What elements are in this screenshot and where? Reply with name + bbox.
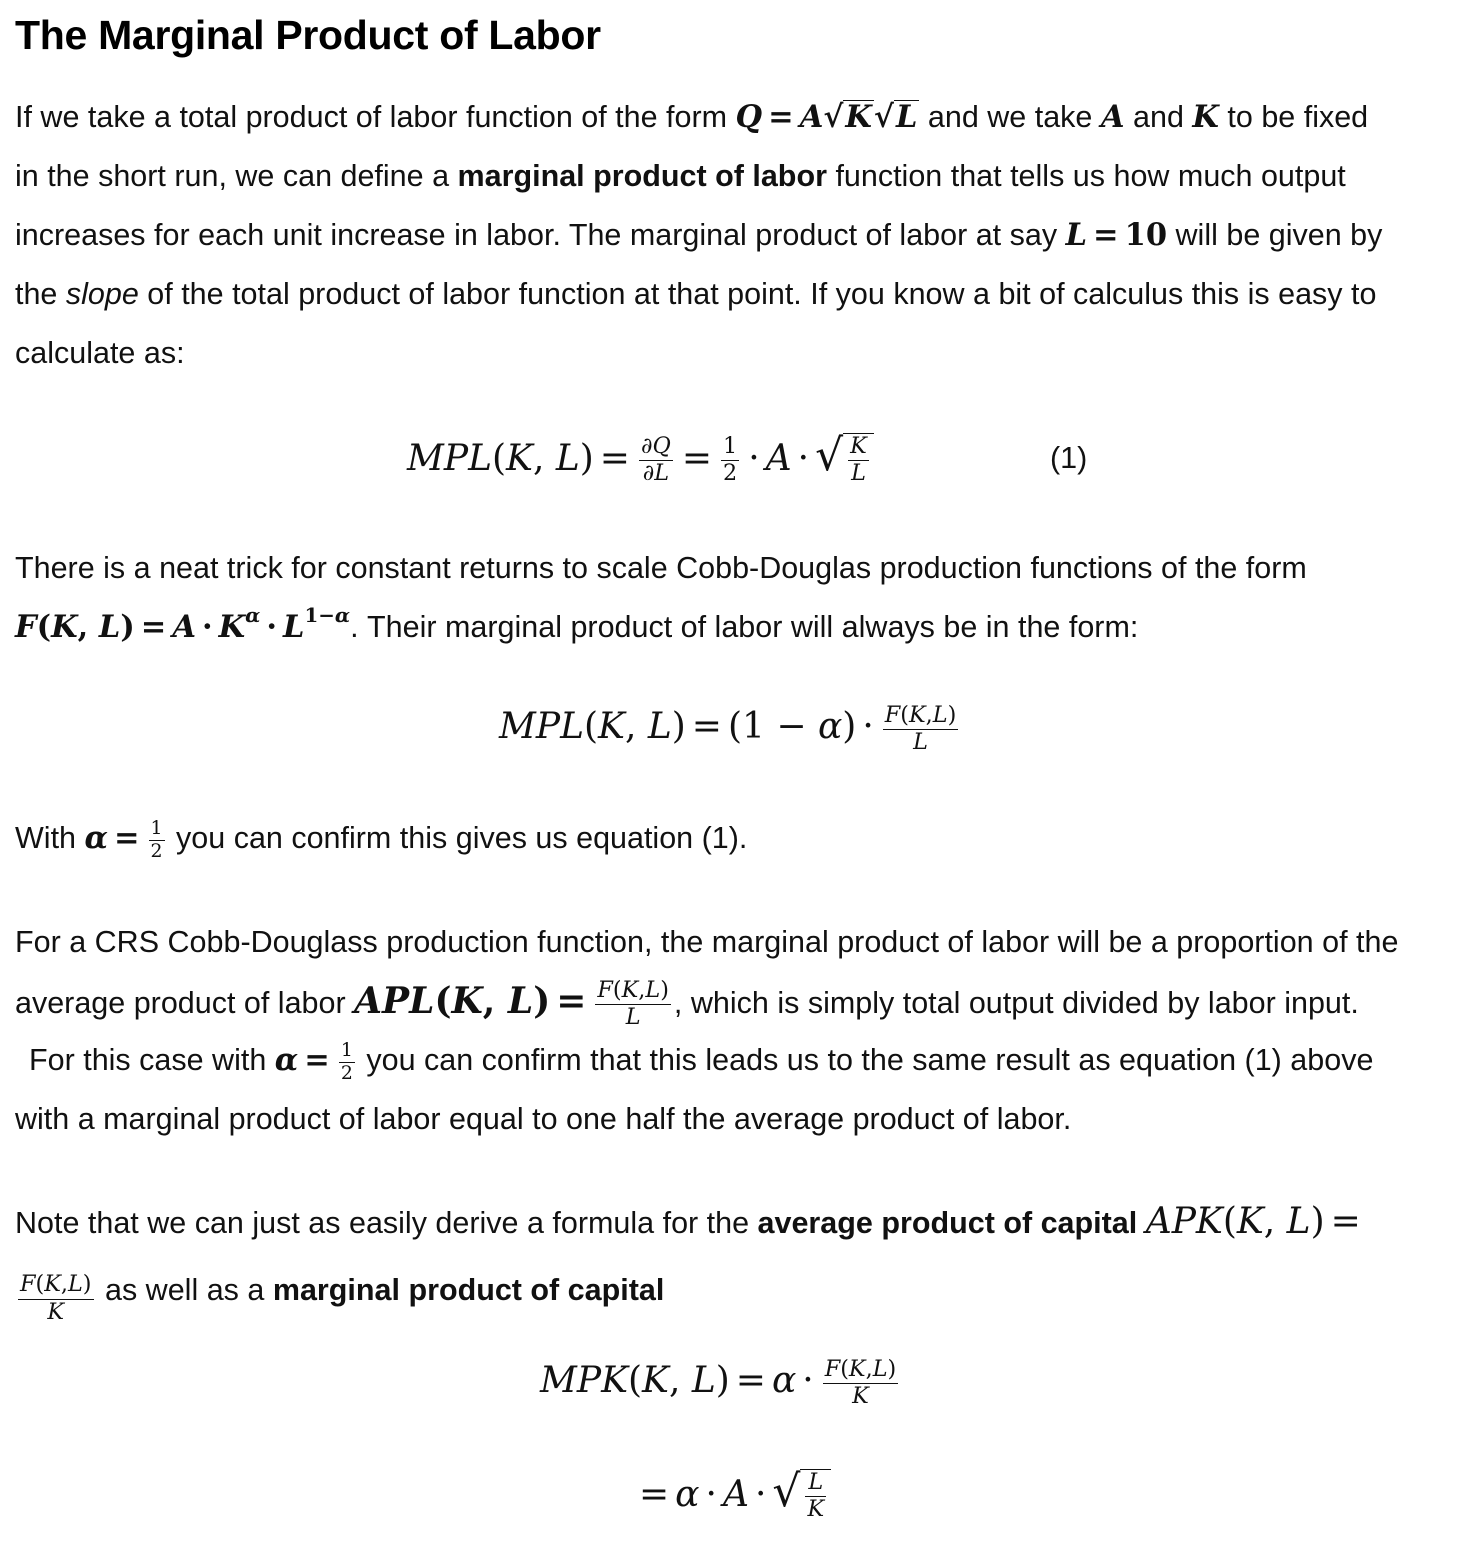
math-var-a: A: [1100, 99, 1125, 135]
text: Note that we can just as easily derive a formula for the: [15, 1206, 750, 1240]
math-apk-fraction: $\frac{F(K,L)}{K}$: [18, 1258, 94, 1326]
paragraph-line: [15, 545, 1307, 591]
paragraph-line: [15, 330, 185, 376]
equation-mpl-general: MPL(K, L) = (1 − α) · $\frac{F(K,L)}{L}$: [499, 702, 957, 755]
text: For this case with: [29, 1043, 267, 1077]
text: you can confirm that this leads us to the same result as equation (1) above: [366, 1043, 1374, 1077]
equation-mpk-simplified: = α · A · √ $\frac{L}{K}$: [633, 1466, 831, 1523]
paragraph-line: [29, 1037, 1373, 1083]
bold-term-mpk: marginal product of capital: [272, 1273, 665, 1308]
paragraph-line: [15, 977, 1359, 1030]
math-apl: APL(K, L) = $\frac{F(K,L)}{L}$: [354, 977, 669, 1030]
text: the: [15, 277, 58, 311]
text: calculate as:: [15, 336, 185, 370]
equation-mpk: MPK(K, L) = α · $\frac{F(K,L)}{K}$: [540, 1356, 897, 1409]
math-apk: APK(K, L) =: [1145, 1201, 1361, 1242]
text: and: [1133, 100, 1184, 134]
text: , which is simply total output divided by labor input.: [673, 986, 1359, 1021]
text: and we take: [927, 100, 1093, 134]
math-l-equals-10: L = 10: [1065, 217, 1168, 253]
math-alpha-half: α = $\frac{1}{2}$: [274, 1038, 353, 1084]
paragraph-line: [15, 94, 1368, 140]
text: There is a neat trick for constant returns to scale Cobb-Douglas production functions of the form: [15, 551, 1307, 585]
equation-number: (1): [1050, 441, 1088, 475]
bold-term-mpl: marginal product of labor: [457, 159, 827, 193]
text: average product of labor: [15, 986, 346, 1021]
math-tpl-function: Q = A√K√L: [735, 99, 918, 135]
paragraph-line: [15, 212, 1382, 258]
italic-term-slope: slope: [65, 277, 139, 311]
paragraph-line: [15, 1199, 1367, 1245]
text: With: [15, 821, 76, 855]
text: with a marginal product of labor equal to one half the average product of labor.: [15, 1102, 1072, 1136]
text: If we take a total product of labor function of the form: [15, 100, 728, 134]
paragraph-line: [15, 1258, 665, 1326]
bold-term-apk: average product of capital: [757, 1206, 1138, 1240]
text: in the short run, we can define a: [15, 159, 450, 193]
text: function that tells us how much output: [835, 159, 1346, 193]
text: For a CRS Cobb-Douglass production function, the marginal product of labor will be a proportion of the: [15, 925, 1399, 959]
paragraph-line: [15, 271, 1376, 317]
text: increases for each unit increase in labor. The marginal product of labor at say: [15, 218, 1058, 252]
text: of the total product of labor function at that point. If you know a bit of calculus this is easy to: [147, 277, 1377, 311]
paragraph-line: [15, 604, 1138, 650]
text: to be fixed: [1227, 100, 1369, 134]
text: . Their marginal product of labor will always be in the form:: [350, 610, 1139, 644]
text: you can confirm this gives us equation (1).: [176, 821, 748, 855]
paragraph-line: [15, 815, 747, 861]
text: will be given by: [1175, 218, 1383, 252]
paragraph-line: [15, 919, 1398, 965]
section-heading: The Marginal Product of Labor: [15, 12, 601, 58]
math-var-k: K: [1192, 99, 1219, 135]
math-alpha-half: α = $\frac{1}{2}$: [84, 816, 163, 862]
paragraph-line: [15, 1096, 1071, 1142]
paragraph-line: [15, 153, 1346, 199]
equation-1: MPL(K, L) = $\frac{\partial Q}{\partial L}$ = $\frac{1}{2}$ · A · √ $\frac{K}{L}$: [407, 430, 874, 487]
text: as well as a: [105, 1273, 265, 1308]
math-cobb-douglas-function: F(K, $L) = A \cdot K^\alpha \cdot L^{1-\alpha}$: [15, 603, 351, 645]
